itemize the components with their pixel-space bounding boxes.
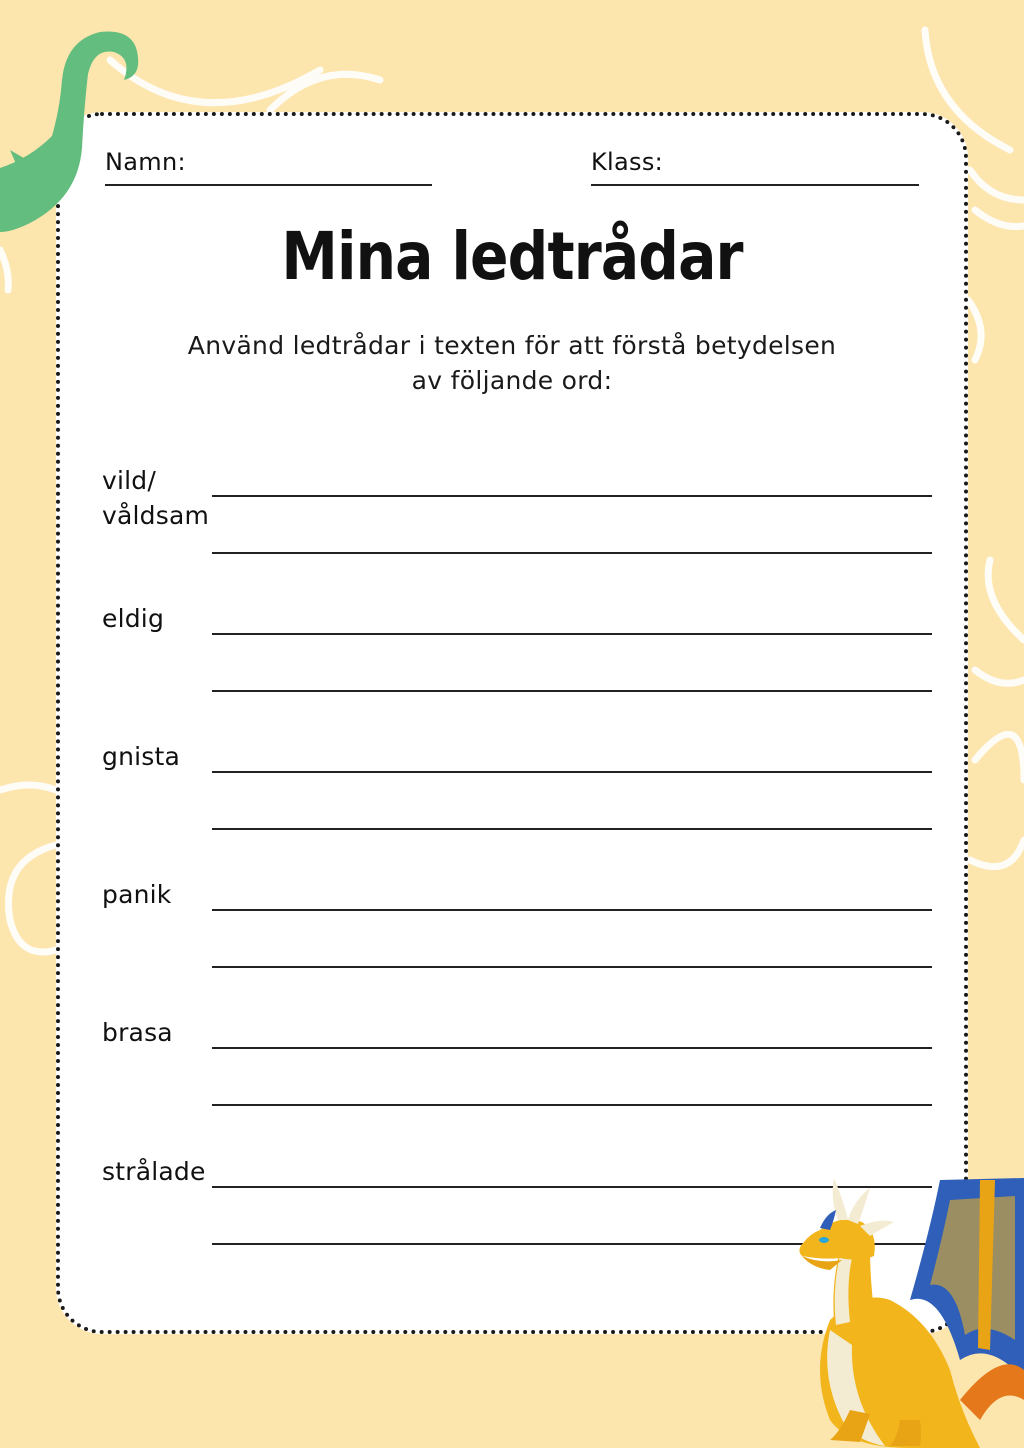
word-label — [102, 1015, 212, 1050]
class-label: Klass: — [591, 148, 664, 176]
answer-line[interactable] — [212, 828, 932, 830]
answer-line[interactable] — [212, 495, 932, 497]
word-label-line-1: eldig — [102, 604, 165, 633]
word-label — [102, 463, 212, 533]
word-label-line-1: gnista — [102, 742, 181, 771]
page-title: Mina ledtrådar — [281, 218, 743, 295]
answer-line[interactable] — [212, 1104, 932, 1106]
instruction-text — [112, 328, 912, 398]
answer-line[interactable] — [212, 690, 932, 692]
instruction-line-1: Använd ledtrådar i texten för att förstå betydelsen — [187, 331, 837, 360]
name-input-line[interactable] — [105, 184, 432, 186]
word-label-line-2: våldsam — [102, 501, 210, 530]
word-label — [102, 1154, 212, 1189]
class-input-line[interactable] — [591, 184, 919, 186]
answer-line[interactable] — [212, 771, 932, 773]
word-label-line-1: brasa — [102, 1018, 173, 1047]
answer-line[interactable] — [212, 1047, 932, 1049]
answer-line[interactable] — [212, 633, 932, 635]
word-label-line-1: panik — [102, 880, 172, 909]
answer-line[interactable] — [212, 552, 932, 554]
worksheet-card — [56, 112, 968, 1334]
word-label — [102, 601, 212, 636]
word-label-line-1: strålade — [102, 1157, 206, 1186]
golden-dragon-icon — [790, 1170, 1024, 1448]
answer-line[interactable] — [212, 966, 932, 968]
word-label — [102, 739, 212, 774]
instruction-line-2: av följande ord: — [411, 366, 613, 395]
green-dragon-tail-icon — [0, 18, 150, 238]
word-label-line-1: vild/ — [102, 466, 156, 495]
word-label — [102, 877, 212, 912]
answer-line[interactable] — [212, 909, 932, 911]
name-label: Namn: — [105, 148, 186, 176]
